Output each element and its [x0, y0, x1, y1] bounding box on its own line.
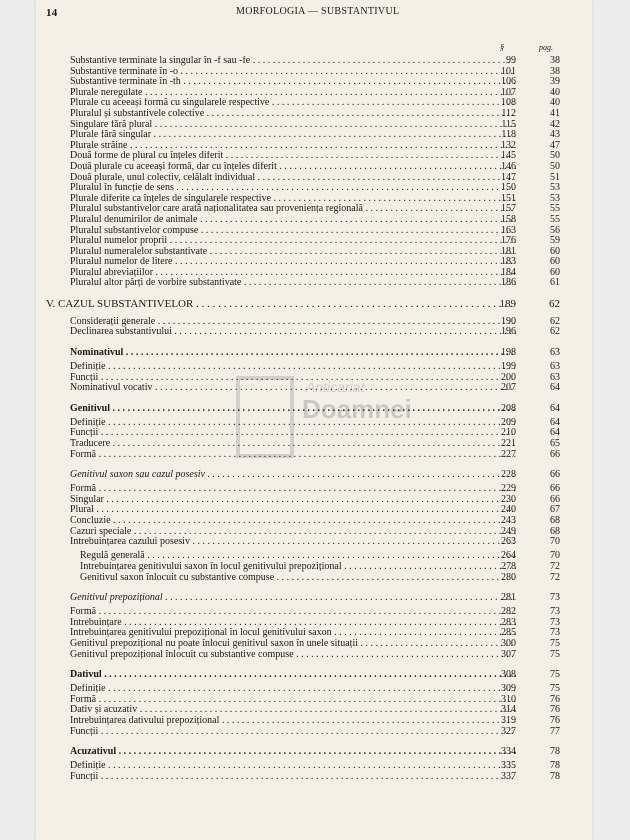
- toc-entry-title: Întrebuințare . . .: [70, 618, 516, 629]
- toc-entry-page: 78: [550, 770, 560, 782]
- book-page: [36, 0, 592, 840]
- toc-entry-section: 263: [501, 536, 516, 548]
- toc-entry-page: 50: [550, 150, 560, 162]
- toc-entry-page: 64: [550, 416, 560, 428]
- toc-entry-section: 107: [501, 86, 516, 98]
- toc-entry-page: 66: [550, 483, 560, 495]
- toc-entry-section: 210: [501, 427, 516, 439]
- toc-entry-title: Plurale fără singular . . .: [70, 130, 516, 141]
- toc-entry-page: 75: [550, 669, 560, 681]
- toc-entry-page: 41: [550, 107, 560, 119]
- toc-entry: [36, 537, 592, 548]
- toc-subsection-heading: [36, 348, 592, 359]
- toc-entry-section: 112: [501, 107, 516, 119]
- toc-entry-section: 309: [501, 683, 516, 695]
- toc-entry-section: 199: [501, 360, 516, 372]
- toc-entry-title: Două plurale, unul colectiv, celălalt individual . . .: [70, 173, 516, 184]
- toc-entry-title: Formă . . .: [70, 484, 516, 495]
- toc-entry-title: V. CAZUL SUBSTANTIVELOR . . .: [46, 299, 516, 310]
- toc-entry-section: 198: [501, 346, 516, 358]
- toc-entry-page: 60: [550, 256, 560, 268]
- toc-entry-page: 66: [550, 448, 560, 460]
- toc-entry-section: 229: [501, 483, 516, 495]
- toc-entry-section: 207: [501, 382, 516, 394]
- toc-entry-page: 68: [550, 515, 560, 527]
- toc-entry-title: Genitivul saxon sau cazul posesiv . . .: [70, 470, 516, 481]
- toc-entry-title: Genitivul prepozițional nu poate înlocui genitivul saxon în unele situații . . .: [70, 639, 516, 650]
- toc-entry-page: 59: [550, 235, 560, 247]
- toc-entry-page: 76: [550, 704, 560, 716]
- toc-entry-section: 106: [501, 76, 516, 88]
- toc-entry-section: 196: [501, 326, 516, 338]
- toc-entry-page: 72: [550, 560, 560, 572]
- toc-entry: [36, 650, 592, 661]
- toc-entry-section: 308: [501, 669, 516, 681]
- toc-entry-title: Substantive terminate în -th . . .: [70, 77, 516, 88]
- toc-entry-title: Pluralul numelor proprii . . .: [70, 236, 516, 247]
- toc-entry-section: 327: [501, 725, 516, 737]
- toc-entry-section: 240: [501, 504, 516, 516]
- toc-entry-section: 101: [501, 65, 516, 77]
- toc-subsection-heading: [36, 670, 592, 681]
- toc-entry-section: 221: [501, 438, 516, 449]
- toc-entry-title: Funcții . . .: [70, 373, 516, 384]
- toc-entry-section: 151: [501, 192, 516, 204]
- toc-entry-page: 40: [550, 86, 560, 98]
- toc-entry-section: 310: [501, 693, 516, 705]
- toc-entry-page: 73: [550, 627, 560, 639]
- toc-entry-title: Funcții . . .: [70, 428, 516, 439]
- toc-entry-title: Pluralul denumirilor de animale . . .: [70, 215, 516, 226]
- toc-entry: [36, 362, 592, 373]
- toc-entry-page: 53: [550, 182, 560, 194]
- toc-entry-page: 55: [550, 203, 560, 215]
- toc-entry-title: Concluzie . . .: [70, 516, 516, 527]
- toc-entry-page: 65: [550, 438, 560, 449]
- toc-entry: [36, 162, 592, 173]
- toc-entry-section: 190: [501, 315, 516, 327]
- toc-entry-title: Întrebuințarea cazului posesiv . . .: [70, 537, 516, 548]
- toc-entry-section: 181: [501, 245, 516, 257]
- toc-entry-title: Pluralul substantivelor compuse . . .: [70, 226, 516, 237]
- toc-entry-section: 186: [501, 277, 516, 289]
- toc-entry-page: 70: [550, 536, 560, 548]
- toc-entry-page: 67: [550, 504, 560, 516]
- toc-entry-section: 200: [501, 371, 516, 383]
- toc-entry: [36, 278, 592, 289]
- toc-entry-section: 184: [501, 266, 516, 278]
- toc-entry-section: 176: [501, 235, 516, 247]
- toc-entry-section: 307: [501, 648, 516, 660]
- toc-entry-page: 78: [550, 760, 560, 772]
- toc-chapter-heading: [36, 299, 592, 310]
- toc-entry: [36, 383, 592, 394]
- toc-entry-section: 150: [501, 182, 516, 194]
- toc-entry-title: Plural . . .: [70, 505, 516, 516]
- toc-entry-section: 319: [501, 715, 516, 727]
- toc-entry-title: Pluralul altor părți de vorbire substantivate . . .: [70, 278, 516, 289]
- toc-entry-page: 53: [550, 192, 560, 204]
- toc-entry-title: Pluralul abreviațiilor . . .: [70, 268, 516, 279]
- toc-entry-page: 63: [550, 371, 560, 383]
- toc-entry-section: 158: [501, 213, 516, 225]
- toc-entry: [36, 215, 592, 226]
- toc-entry-section: 228: [501, 469, 516, 481]
- toc-entry-title: Formă . . .: [70, 607, 516, 618]
- toc-entry-title: Acuzativul . . .: [70, 747, 516, 758]
- toc-entry-page: 42: [550, 118, 560, 130]
- toc-entry-page: 61: [550, 277, 560, 289]
- toc-entry-title: Genitivul prepozițional înlocuit cu substantive compuse . . .: [70, 650, 516, 661]
- toc-entry-title: Genitivul . . .: [70, 404, 516, 415]
- toc-entry-section: 281: [501, 592, 516, 604]
- toc-entry-section: 335: [501, 760, 516, 772]
- toc-entry-title: Pluralul numeralelor substantivate . . .: [70, 247, 516, 258]
- toc-entry-section: 300: [501, 638, 516, 649]
- toc-entry-title: Cazuri speciale . . .: [70, 527, 516, 538]
- toc-entry-section: 280: [501, 571, 516, 583]
- toc-entry-section: 118: [501, 129, 516, 141]
- toc-entry-title: Două plurale cu aceeași formă, dar cu înțeles diferit . . .: [70, 162, 516, 173]
- toc-entry-section: 227: [501, 448, 516, 460]
- toc-entry-title: Formă . . .: [70, 695, 516, 706]
- toc-entry-page: 63: [550, 346, 560, 358]
- toc-entry-page: 55: [550, 213, 560, 225]
- toc-entry-section: 314: [501, 704, 516, 716]
- page-column-header: pag.: [539, 43, 553, 52]
- toc-entry-page: 78: [550, 746, 560, 758]
- toc-entry-title: Întrebuințarea genitivului saxon în locul genitivului prepozițional . . .: [80, 562, 516, 573]
- toc-entry-page: 68: [550, 525, 560, 537]
- toc-entry-section: 163: [501, 224, 516, 236]
- toc-entry-page: 62: [549, 298, 560, 311]
- watermark-line1: Anticariat: [306, 379, 365, 395]
- toc-entry-section: 249: [501, 525, 516, 537]
- running-header: [46, 5, 576, 21]
- toc-entry-title: Întrebuințarea dativului prepozițional . . .: [70, 716, 516, 727]
- toc-entry: [36, 327, 592, 338]
- toc-entry-title: Două forme de plural cu înțeles diferit . . .: [70, 151, 516, 162]
- toc-entry-section: 230: [501, 493, 516, 505]
- toc-entry-title: Substantive terminate la singular în -f sau -fe . . .: [70, 56, 516, 67]
- toc-entry-title: Nominativul vocativ . . .: [70, 383, 516, 394]
- toc-entry-title: Genitivul saxon înlocuit cu substantive compuse . . .: [80, 573, 516, 584]
- toc-entry-title: Declinarea substantivului . . .: [70, 327, 516, 338]
- toc-entry-section: 189: [499, 298, 516, 311]
- toc-entry-page: 62: [550, 315, 560, 327]
- table-of-contents: [36, 56, 592, 783]
- toc-entry-section: 285: [501, 627, 516, 639]
- toc-entry-title: Considerații generale . . .: [70, 317, 516, 328]
- toc-entry-page: 60: [550, 245, 560, 257]
- toc-entry-title: Singulare fără plural . . .: [70, 120, 516, 131]
- toc-entry: [36, 772, 592, 783]
- toc-entry-title: Substantive terminate în -o . . .: [70, 67, 516, 78]
- toc-entry-title: Singular . . .: [70, 495, 516, 506]
- toc-entry-section: 209: [501, 416, 516, 428]
- section-column-header: §: [500, 43, 504, 52]
- toc-entry-page: 64: [550, 402, 560, 414]
- chapter-title: MORFOLOGIA — SUBSTANTIVUL: [236, 6, 400, 17]
- toc-entry: [36, 109, 592, 120]
- toc-entry-page: 43: [550, 129, 560, 141]
- toc-entry-page: 62: [550, 326, 560, 338]
- toc-entry-title: Plurale cu aceeași formă cu singularele respective . . .: [70, 98, 516, 109]
- toc-entry: [36, 439, 592, 450]
- toc-entry-section: 183: [501, 256, 516, 268]
- toc-subsection-heading: [36, 747, 592, 758]
- toc-entry-page: 72: [550, 571, 560, 583]
- toc-entry-section: 132: [501, 139, 516, 151]
- toc-entry-section: 283: [501, 616, 516, 628]
- toc-entry-page: 75: [550, 648, 560, 660]
- toc-entry-page: 76: [550, 693, 560, 705]
- toc-entry: [36, 573, 592, 584]
- toc-entry-section: 243: [501, 515, 516, 527]
- toc-entry-title: Pluralul numelor de litere . . .: [70, 257, 516, 268]
- toc-entry-section: 208: [501, 402, 516, 414]
- toc-subsection-heading: [36, 404, 592, 415]
- toc-entry-section: 264: [501, 550, 516, 562]
- toc-entry-page: 70: [550, 550, 560, 562]
- toc-entry-title: Dativul . . .: [70, 670, 516, 681]
- toc-entry-page: 73: [550, 606, 560, 618]
- toc-entry-section: 145: [501, 150, 516, 162]
- toc-entry-title: Pluralul și substantivele colective . . .: [70, 109, 516, 120]
- toc-entry-title: Nominativul . . .: [70, 348, 516, 359]
- toc-entry-page: 51: [550, 171, 560, 183]
- toc-entry-title: Pluralul în funcție de sens . . .: [70, 183, 516, 194]
- page-number: 14: [46, 7, 58, 19]
- toc-entry-section: 99: [506, 55, 516, 66]
- toc-entry-section: 334: [501, 746, 516, 758]
- toc-entry-title: Plurale neregulate . . .: [70, 88, 516, 99]
- toc-entry-page: 66: [550, 469, 560, 481]
- toc-entry-page: 38: [550, 55, 560, 66]
- toc-entry-title: Definiție . . .: [70, 418, 516, 429]
- toc-entry: [36, 727, 592, 738]
- toc-entry-page: 77: [550, 725, 560, 737]
- toc-entry-page: 75: [550, 638, 560, 649]
- toc-entry-title: Plurale diferite ca înțeles de singularele respective . . .: [70, 194, 516, 205]
- toc-entry-page: 64: [550, 427, 560, 439]
- toc-entry-page: 66: [550, 493, 560, 505]
- toc-entry-section: 157: [501, 203, 516, 215]
- toc-subsection-heading: [36, 470, 592, 481]
- toc-entry: [36, 450, 592, 461]
- toc-entry-page: 76: [550, 715, 560, 727]
- toc-entry: [36, 562, 592, 573]
- toc-entry-title: Genitivul prepozițional . . .: [70, 593, 516, 604]
- toc-entry-title: Funcții . . .: [70, 727, 516, 738]
- toc-entry-page: 47: [550, 139, 560, 151]
- toc-entry-title: Dativ și acuzativ . . .: [70, 705, 516, 716]
- toc-entry-title: Pluralul substantivelor care arată naționalitatea sau proveniența regională . . .: [70, 204, 516, 215]
- toc-entry-page: 50: [550, 160, 560, 172]
- toc-entry-page: 73: [550, 616, 560, 628]
- toc-entry-page: 39: [550, 76, 560, 88]
- toc-entry-page: 60: [550, 266, 560, 278]
- toc-entry-page: 75: [550, 683, 560, 695]
- toc-entry-section: 146: [501, 160, 516, 172]
- toc-entry-title: Traducere . . .: [70, 439, 516, 450]
- watermark-line2: Doamnei: [302, 394, 412, 424]
- toc-entry-page: 56: [550, 224, 560, 236]
- toc-entry-section: 282: [501, 606, 516, 618]
- toc-entry-page: 64: [550, 382, 560, 394]
- toc-entry-title: Definiție . . .: [70, 362, 516, 373]
- toc-entry-page: 63: [550, 360, 560, 372]
- toc-entry-section: 108: [501, 97, 516, 109]
- toc-entry-section: 278: [501, 560, 516, 572]
- toc-entry-title: Formă . . .: [70, 450, 516, 461]
- toc-entry-section: 115: [501, 118, 516, 130]
- toc-entry-section: 337: [501, 770, 516, 782]
- toc-entry-page: 73: [550, 592, 560, 604]
- toc-entry: [36, 56, 592, 67]
- toc-entry-title: Regulă generală . . .: [80, 551, 516, 562]
- toc-entry-title: Definiție . . .: [70, 761, 516, 772]
- toc-entry: [36, 639, 592, 650]
- toc-entry-title: Întrebuințarea genitivului prepozițional în locul genitivului saxon . . .: [70, 628, 516, 639]
- toc-entry-page: 38: [550, 65, 560, 77]
- toc-entry-section: 147: [501, 171, 516, 183]
- toc-subsection-heading: [36, 593, 592, 604]
- toc-entry-title: Funcții . . .: [70, 772, 516, 783]
- toc-entry-page: 40: [550, 97, 560, 109]
- toc-entry-title: Definiție . . .: [70, 684, 516, 695]
- toc-entry-title: Plurale străine . . .: [70, 141, 516, 152]
